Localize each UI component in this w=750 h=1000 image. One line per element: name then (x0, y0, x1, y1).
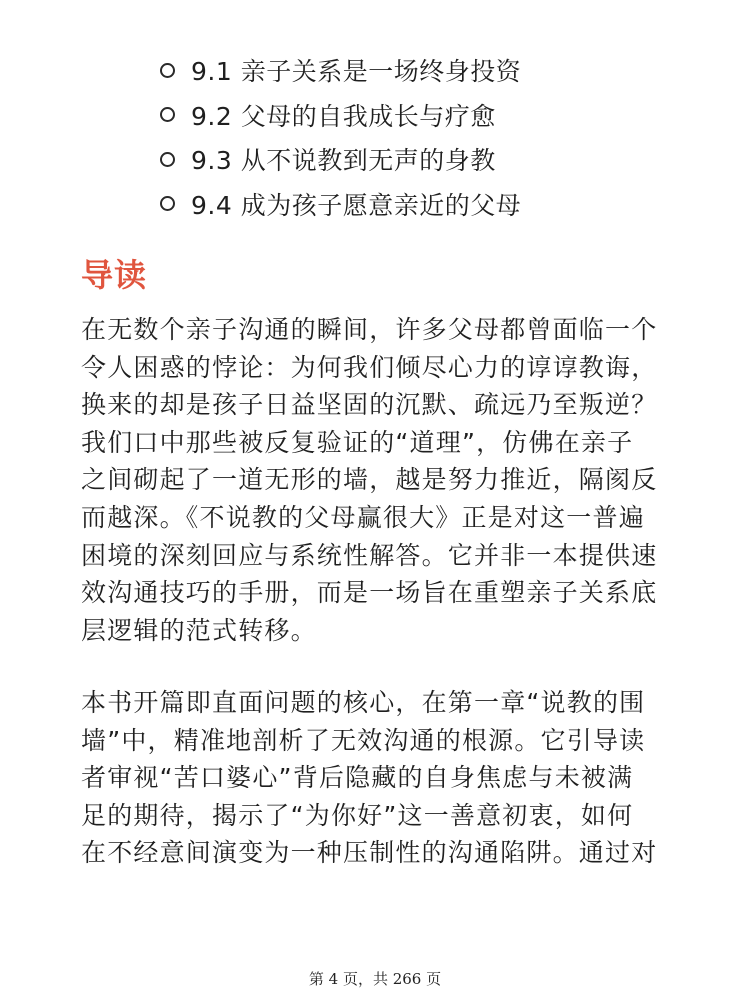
paragraph-line: 在不经意间演变为一种压制性的沟通陷阱。通过对 (81, 838, 658, 868)
paragraph-line: 本书开篇即直面问题的核心，在第一章“说教的围 (81, 688, 646, 717)
page-number-footer: 第 4 页，共 266 页 (308, 970, 442, 988)
hollow-circle-bullet-icon (160, 152, 175, 167)
paragraph-line: 效沟通技巧的手册，而是一场旨在重塑亲子关系底 (81, 578, 658, 608)
paragraph-line: 墙”中，精准地剖析了无效沟通的根源。它引导读 (81, 725, 646, 755)
paragraph-line: 在无数个亲子沟通的瞬间，许多父母都曾面临一个 (81, 315, 658, 344)
paragraph-line: 换来的却是孩子日益坚固的沉默、疏远乃至叛逆？ (81, 390, 658, 420)
paragraph-line: 困境的深刻回应与系统性解答。它并非一本提供速 (81, 540, 658, 570)
paragraph-line: 者审视“苦口婆心”背后隐藏的自身焦虑与未被满 (81, 763, 634, 793)
toc-item-label: 9.3 从不说教到无声的身教 (191, 146, 496, 176)
section-heading: 导读 (81, 256, 148, 294)
paragraph-line: 层逻辑的范式转移。 (81, 615, 317, 645)
toc-item-label: 9.1 亲子关系是一场终身投资 (191, 57, 522, 87)
hollow-circle-bullet-icon (160, 196, 175, 211)
body-paragraph (81, 684, 681, 872)
paragraph-line: 而越深。《不说教的父母赢很大》正是对这一普遍 (81, 502, 645, 532)
hollow-circle-bullet-icon (160, 63, 175, 78)
toc-item[interactable] (160, 48, 521, 93)
paragraph-line: 我们口中那些被反复验证的“道理”，仿佛在亲子 (81, 427, 634, 457)
body-paragraph (81, 311, 681, 649)
table-of-contents (160, 48, 521, 226)
toc-item[interactable] (160, 137, 521, 182)
toc-item[interactable] (160, 93, 521, 138)
toc-item[interactable] (160, 182, 521, 227)
hollow-circle-bullet-icon (160, 107, 175, 122)
paragraph-line: 之间砌起了一道无形的墙，越是努力推近，隔阂反 (81, 465, 658, 495)
toc-item-label: 9.4 成为孩子愿意亲近的父母 (191, 190, 522, 220)
paragraph-line: 足的期待，揭示了“为你好”这一善意初衷，如何 (81, 800, 634, 830)
paragraph-line: 令人困惑的悖论：为何我们倾尽心力的谆谆教诲， (81, 352, 658, 382)
toc-item-label: 9.2 父母的自我成长与疗愈 (191, 101, 496, 131)
